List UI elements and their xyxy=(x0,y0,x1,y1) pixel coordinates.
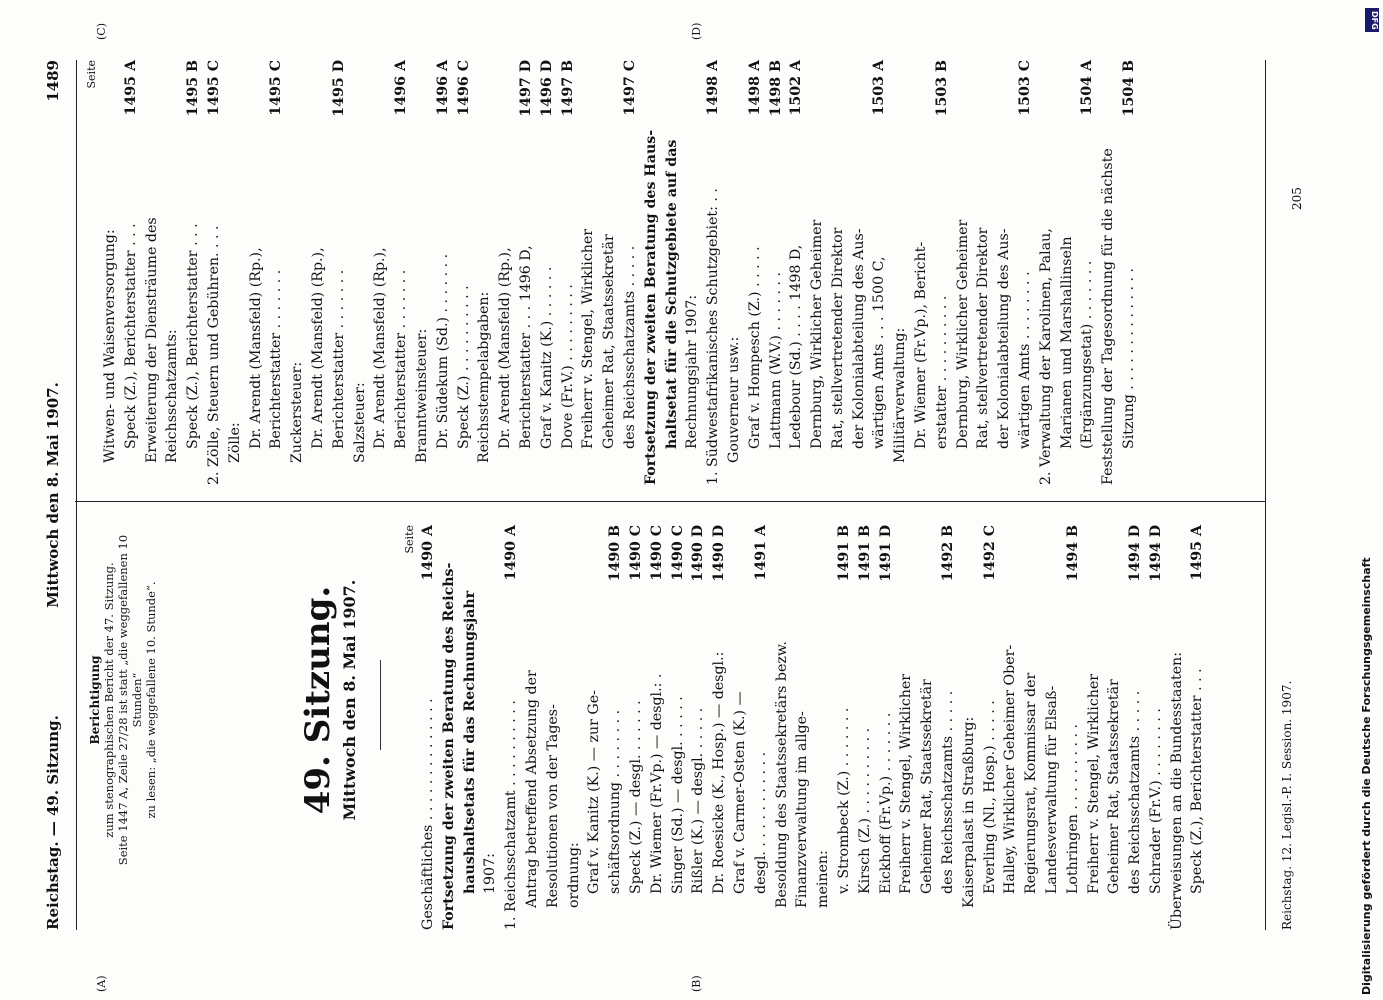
toc-entry-text: Freiherr v. Stengel, Wirklicher xyxy=(898,673,915,894)
toc-entry xyxy=(204,60,225,485)
toc-entry-text: wärtigen Amts . . . 1500 C, xyxy=(871,256,888,449)
toc-entry-text: 2. Zölle, Steuern und Gebühren. . . . xyxy=(205,225,222,485)
toc-entry-text: des Reichsschatzamts . . . . . xyxy=(621,245,638,449)
toc-page-ref: 1492 B xyxy=(939,525,956,582)
toc-page-ref: 1495 D xyxy=(330,60,347,117)
toc-entry xyxy=(537,60,558,485)
toc-entry-text: Reichsschatzamts: xyxy=(164,329,181,463)
toc-entry xyxy=(1021,525,1042,930)
toc-entry xyxy=(745,60,766,485)
toc-entry xyxy=(890,60,911,485)
toc-entry-text: meinen: xyxy=(815,850,832,908)
toc-entry xyxy=(807,60,828,485)
toc-page-ref: 1491 B xyxy=(856,525,873,582)
toc-entry-text: Schrader (Fr.V.) . . . . . . . . xyxy=(1147,708,1164,894)
toc-entry-text: Resolutionen von der Tages- xyxy=(544,704,561,908)
toc-page-ref: 1497 B xyxy=(559,60,576,117)
toc-entry xyxy=(849,60,870,485)
toc-entry xyxy=(558,60,579,485)
toc-entry-text: Reichsstempelabgaben: xyxy=(476,291,493,463)
toc-entry xyxy=(412,60,433,485)
toc-entry-text: Dr. Arendt (Mansfeld) (Rp.), xyxy=(309,247,326,449)
toc-entry-text: Dr. Wiemer (Fr.Vp.), Bericht- xyxy=(913,241,930,449)
toc-entry-text: 2. Verwaltung der Karolinen, Palau, xyxy=(1037,228,1054,485)
toc-page-ref: 1503 C xyxy=(1017,60,1034,116)
toc-entry-text: Witwen- und Waisenversorgung: xyxy=(102,229,118,463)
toc-entry xyxy=(454,60,475,485)
toc-entry xyxy=(522,525,543,930)
toc-entry-text: Geschäftliches . . . . . . . . . . . . . . xyxy=(420,698,436,930)
toc-entry xyxy=(495,60,516,485)
toc-page-ref: 1495 C xyxy=(205,60,222,116)
toc-entry xyxy=(766,60,787,485)
toc-entry-text: Rißler (K.) — desgl. . . . . . xyxy=(690,707,707,894)
toc-page-ref: 1490 D xyxy=(711,525,728,582)
toc-entry xyxy=(1042,525,1063,930)
header-rule xyxy=(76,60,77,930)
toc-page-ref: 1495 A xyxy=(1189,525,1206,581)
toc-entry xyxy=(772,525,793,930)
toc-entry xyxy=(834,525,855,930)
toc-entry-text: 1. Reichsschatzamt . . . . . . . . . . xyxy=(503,700,520,930)
margin-mark-a: (A) xyxy=(95,975,108,992)
toc-entry xyxy=(1146,525,1167,930)
toc-entry-text: Speck (Z.) . . . . . . . . . . xyxy=(455,285,472,449)
toc-entry xyxy=(751,525,772,930)
toc-page-ref: 1490 C xyxy=(669,525,686,581)
digitization-credit xyxy=(1360,5,1382,995)
toc-entry xyxy=(501,525,522,930)
toc-entry xyxy=(246,60,267,485)
toc-entry-text: Feststellung der Tagesordnung für die nächste xyxy=(1100,148,1117,485)
toc-entry-text: Graf v. Hompesch (Z.) . . . . . xyxy=(746,246,763,449)
toc-entry-text: Fortsetzung der zweiten Beratung des Reichs- xyxy=(440,562,457,930)
toc-entry xyxy=(1063,525,1084,930)
toc-entry xyxy=(329,60,350,485)
toc-page-ref: 1491 B xyxy=(835,525,852,582)
toc-page-ref: 1504 B xyxy=(1121,60,1138,117)
toc-page-ref: 1496 D xyxy=(538,60,555,117)
toc-page-ref: 1490 C xyxy=(648,525,665,581)
toc-page-ref: 1490 D xyxy=(690,525,707,582)
toc-page-ref: 1490 A xyxy=(420,525,436,581)
toc-entry-text: Geheimer Rat, Staatssekretär xyxy=(601,234,618,449)
toc-entry-text: desgl. . . . . . . . . . . . xyxy=(752,751,769,894)
correction-line: zum stenographischen Bericht der 47. Sitzung. xyxy=(102,562,116,838)
header-left: Reichstag. — 49. Sitzung. xyxy=(44,715,62,930)
toc-page-ref: 1495 C xyxy=(268,60,285,116)
toc-entry-text: Fortsetzung der zweiten Beratung des Haus- xyxy=(642,129,659,485)
toc-entry-text: Graf v. Kanitz (K.) . . . . . . xyxy=(538,266,555,449)
toc-entry xyxy=(1125,525,1146,930)
toc-entry-text: Lattmann (W.V.) . . . . . . . xyxy=(767,271,784,449)
toc-entry-text: Halley, Wirklicher Geheimer Ober- xyxy=(1002,644,1019,894)
toc-entry-text: Überweisungen an die Bundesstaaten: xyxy=(1168,652,1185,930)
toc-entry xyxy=(1000,525,1021,930)
toc-entry-text: Erweiterung der Diensträume des xyxy=(143,217,160,463)
toc-entry xyxy=(828,60,849,485)
correction-title: Berichtigung xyxy=(88,655,102,745)
toc-entry xyxy=(994,60,1015,485)
toc-entry xyxy=(855,525,876,930)
toc-entry xyxy=(578,60,599,485)
seite-label: Seite xyxy=(403,525,416,554)
toc-entry xyxy=(682,60,703,485)
toc-page-ref: 1502 A xyxy=(788,60,805,116)
toc-entry-text: Everling (Nl., Hosp.) . . . . . xyxy=(981,700,998,894)
toc-page-ref: 1494 D xyxy=(1127,525,1144,582)
toc-entry xyxy=(287,60,308,485)
toc-entry-text: Dernburg, Wirklicher Geheimer xyxy=(954,219,971,449)
toc-entry-text: (Ergänzungsetat) . . . . . . . xyxy=(1079,260,1096,449)
toc-entry xyxy=(662,60,683,485)
toc-entry-text: wärtigen Amts . . . . . . . . xyxy=(1017,271,1034,449)
toc-entry-text: erstatter . . . . . . . . . . xyxy=(933,295,950,449)
toc-entry-text: des Reichsschatzamts . . . . . xyxy=(1127,690,1144,894)
toc-entry xyxy=(474,60,495,485)
toc-entry xyxy=(1187,525,1208,930)
toc-entry xyxy=(688,525,709,930)
toc-entry-text: Berichterstatter . . . . . . . xyxy=(393,269,410,449)
toc-entry xyxy=(433,60,454,485)
toc-page-ref: 1490 A xyxy=(503,525,520,581)
toc-entry xyxy=(896,525,917,930)
toc-entry-text: Gouverneur usw.: xyxy=(725,336,742,463)
toc-entry xyxy=(100,60,121,485)
toc-entry xyxy=(121,60,142,485)
toc-entry xyxy=(869,60,890,485)
toc-entry xyxy=(876,525,897,930)
toc-entry xyxy=(973,60,994,485)
toc-entry xyxy=(142,60,163,485)
correction-notice xyxy=(88,510,158,890)
toc-entry-text: Antrag betreffend Absetzung der xyxy=(523,670,540,908)
toc-entry xyxy=(792,525,813,930)
toc-entry-text: Dr. Arendt (Mansfeld) (Rp.), xyxy=(497,247,514,449)
toc-entry-text: des Reichsschatzamts . . . . . xyxy=(939,690,956,894)
toc-entry xyxy=(418,525,439,930)
toc-entry-text: Graf v. Carmer-Osten (K.) — xyxy=(731,691,748,894)
seite-label: Seite xyxy=(85,60,98,89)
toc-entry xyxy=(911,60,932,485)
toc-entry-text: Zölle: xyxy=(226,422,243,463)
toc-entry xyxy=(599,60,620,485)
toc-entry xyxy=(1119,60,1140,485)
toc-entry-text: Militärverwaltung: xyxy=(892,327,909,463)
toc-page-ref: 1495 B xyxy=(185,60,202,117)
left-column-contents xyxy=(400,525,1208,930)
toc-entry-text: haltsetat für die Schutzgebiete auf das xyxy=(663,139,680,449)
dfg-logo-icon: DFG xyxy=(1365,8,1379,32)
title-rule xyxy=(380,660,381,750)
toc-page-ref: 1491 D xyxy=(877,525,894,582)
toc-entry-text: Dove (Fr.V.) . . . . . . . . . xyxy=(559,284,576,449)
toc-entry xyxy=(1015,60,1036,485)
session-date: Mittwoch den 8. Mai 1907. xyxy=(340,579,359,821)
toc-entry xyxy=(564,525,585,930)
toc-entry-text: Freiherr v. Stengel, Wirklicher xyxy=(580,228,597,449)
toc-entry xyxy=(480,525,501,930)
margin-mark-b: (B) xyxy=(690,975,703,992)
toc-entry-text: Rat, stellvertretender Direktor xyxy=(975,227,992,449)
toc-entry-text: Lothringen . . . . . . . . . . xyxy=(1064,723,1081,894)
toc-entry-text: der Kolonialabteilung des Aus- xyxy=(850,228,867,449)
toc-entry-text: Freiherr v. Stengel, Wirklicher xyxy=(1085,673,1102,894)
toc-entry xyxy=(959,525,980,930)
toc-page-ref: 1504 A xyxy=(1079,60,1096,116)
toc-entry xyxy=(641,60,662,485)
toc-entry xyxy=(813,525,834,930)
toc-entry-text: Salzsteuer: xyxy=(351,382,368,463)
toc-page-ref: 1496 C xyxy=(455,60,472,116)
toc-entry xyxy=(543,525,564,930)
toc-entry xyxy=(439,525,460,930)
toc-entry-text: Geheimer Rat, Staatssekretär xyxy=(1106,679,1123,894)
toc-entry-text: Landesverwaltung für Elsaß- xyxy=(1043,685,1060,894)
toc-entry-text: Rechnungsjahr 1907: xyxy=(684,294,701,449)
toc-page-ref: 1492 C xyxy=(981,525,998,581)
toc-entry-text: ordnung: xyxy=(565,842,582,908)
toc-page-ref: 1498 A xyxy=(705,60,722,116)
running-header xyxy=(44,60,74,930)
toc-entry-text: Dr. Arendt (Mansfeld) (Rp.), xyxy=(247,247,264,449)
toc-page-ref: 1490 B xyxy=(607,525,624,582)
toc-page-ref: 1496 A xyxy=(434,60,451,116)
toc-entry-text: Berichterstatter . . . 1496 D, xyxy=(517,245,534,449)
toc-entry xyxy=(1104,525,1125,930)
toc-entry xyxy=(162,60,183,485)
toc-entry-text: Geheimer Rat, Staatssekretär xyxy=(919,679,936,894)
toc-page-ref: 1498 A xyxy=(746,60,763,116)
toc-entry xyxy=(308,60,329,485)
toc-entry xyxy=(584,525,605,930)
toc-entry-text: Finanzverwaltung im allge- xyxy=(794,711,811,908)
toc-page-ref: 1503 A xyxy=(871,60,888,116)
toc-entry-text: 1. Südwestafrikanisches Schutzgebiet: . . xyxy=(705,188,722,485)
signature-number: 205 xyxy=(1290,187,1304,210)
toc-entry xyxy=(225,60,246,485)
toc-entry xyxy=(1084,525,1105,930)
toc-entry xyxy=(668,525,689,930)
toc-entry xyxy=(724,60,745,485)
toc-entry-text: v. Strombeck (Z.) . . . . . . . xyxy=(835,707,852,894)
toc-entry-text: Regierungsrat, Kommissar der xyxy=(1023,672,1040,894)
toc-entry-text: Sitzung . . . . . . . . . . . . . . xyxy=(1121,267,1138,449)
toc-entry-text: Graf v. Kanitz (K.) — zur Ge- xyxy=(586,690,603,894)
toc-entry xyxy=(703,60,724,485)
header-page-number: 1489 xyxy=(44,60,62,102)
correction-line: zu lesen: „die weggefallene 10. Stunde“. xyxy=(144,581,158,819)
toc-entry-text: Kirsch (Z.) . . . . . . . . . . xyxy=(856,727,873,894)
session-title: 49. Sitzung. xyxy=(298,585,338,815)
toc-entry-text: Dr. Südekum (Sd.) . . . . . . . xyxy=(434,253,451,449)
toc-entry-text: haushaltsetats für das Rechnungsjahr xyxy=(461,590,478,894)
toc-entry-text: Speck (Z.), Berichterstatter . . . xyxy=(185,223,202,449)
toc-entry xyxy=(391,60,412,485)
toc-page-ref: 1494 D xyxy=(1147,525,1164,582)
toc-entry xyxy=(183,60,204,485)
toc-entry xyxy=(1057,60,1078,485)
toc-page-ref: 1495 A xyxy=(122,60,139,116)
toc-page-ref: 1497 D xyxy=(517,60,534,117)
toc-entry-text: Singer (Sd.) — desgl. . . . . . xyxy=(669,696,686,894)
correction-line: Seite 1447 A, Zeile 27/28 ist statt „die weggefallenen 10 Stunden“ xyxy=(116,534,144,866)
toc-entry-text: Zuckersteuer: xyxy=(289,361,306,463)
header-center: Mittwoch den 8. Mai 1907. xyxy=(44,382,62,608)
toc-entry xyxy=(786,60,807,485)
toc-entry-text: Speck (Z.), Berichterstatter . . . xyxy=(1189,668,1206,894)
toc-entry xyxy=(620,60,641,485)
toc-entry-text: Speck (Z.) — desgl. . . . . . . xyxy=(627,700,644,894)
toc-entry xyxy=(932,60,953,485)
toc-entry xyxy=(647,525,668,930)
toc-entry xyxy=(1098,60,1119,485)
toc-page-ref: 1496 A xyxy=(393,60,410,116)
toc-entry-text: Dr. Roesicke (K., Hosp.) — desgl.: xyxy=(711,651,728,894)
toc-entry-text: 1907: xyxy=(482,853,499,894)
toc-entry-text: Besoldung des Staatssekretärs bezw. xyxy=(773,641,790,908)
toc-entry-text: Dr. Wiemer (Fr.Vp.) — desgl.: . xyxy=(648,673,665,894)
toc-entry-text: der Kolonialabteilung des Aus- xyxy=(996,228,1013,449)
toc-entry xyxy=(460,525,481,930)
toc-entry xyxy=(980,525,1001,930)
toc-entry xyxy=(938,525,959,930)
margin-mark-d: (D) xyxy=(690,22,703,40)
toc-page-ref: 1498 B xyxy=(767,60,784,117)
toc-entry xyxy=(953,60,974,485)
credit-text: Digitalisierung gefördert durch die Deutsche Forschungsgemeinschaft xyxy=(1360,557,1373,995)
toc-page-ref: 1503 B xyxy=(933,60,950,117)
toc-entry xyxy=(1167,525,1188,930)
toc-entry-text: Branntweinsteuer: xyxy=(413,328,430,463)
toc-entry xyxy=(709,525,730,930)
toc-page-ref: 1497 C xyxy=(621,60,638,116)
toc-entry xyxy=(626,525,647,930)
toc-entry xyxy=(370,60,391,485)
toc-entry-text: Dernburg, Wirklicher Geheimer xyxy=(809,219,826,449)
toc-entry xyxy=(605,525,626,930)
toc-entry-text: Berichterstatter . . . . . . . xyxy=(330,269,347,449)
toc-entry-text: Ledebour (Sd.) . . . . 1498 D, xyxy=(788,244,805,449)
toc-page-ref: 1494 B xyxy=(1064,525,1081,582)
toc-entry-text: Marianen und Marshallinseln xyxy=(1058,236,1075,449)
toc-entry-text: Speck (Z.), Berichterstatter . . . xyxy=(122,223,139,449)
toc-entry-text: schäftsordnung . . . . . . . . xyxy=(607,709,624,894)
toc-entry xyxy=(730,525,751,930)
footer-text: Reichstag. 12. Legisl.-P. I. Session. 1907. xyxy=(1280,680,1294,930)
toc-entry xyxy=(266,60,287,485)
toc-page-ref: 1490 C xyxy=(627,525,644,581)
toc-entry-text: Kaiserpalast in Straßburg: xyxy=(960,716,977,908)
column-divider xyxy=(75,501,1265,502)
toc-entry-text: Berichterstatter . . . . . . . xyxy=(268,269,285,449)
toc-page-ref: 1491 A xyxy=(752,525,769,581)
toc-entry-text: Rat, stellvertretender Direktor xyxy=(829,227,846,449)
toc-entry-text: Eickhoff (Fr.Vp.) . . . . . . . xyxy=(877,712,894,894)
toc-entry-text: Dr. Arendt (Mansfeld) (Rp.), xyxy=(372,247,389,449)
margin-mark-c: (C) xyxy=(95,23,108,40)
toc-entry xyxy=(1077,60,1098,485)
toc-entry xyxy=(350,60,371,485)
toc-entry xyxy=(1036,60,1057,485)
right-column-contents xyxy=(82,60,1140,485)
footer-rule xyxy=(1265,60,1266,930)
toc-entry xyxy=(516,60,537,485)
toc-entry xyxy=(917,525,938,930)
